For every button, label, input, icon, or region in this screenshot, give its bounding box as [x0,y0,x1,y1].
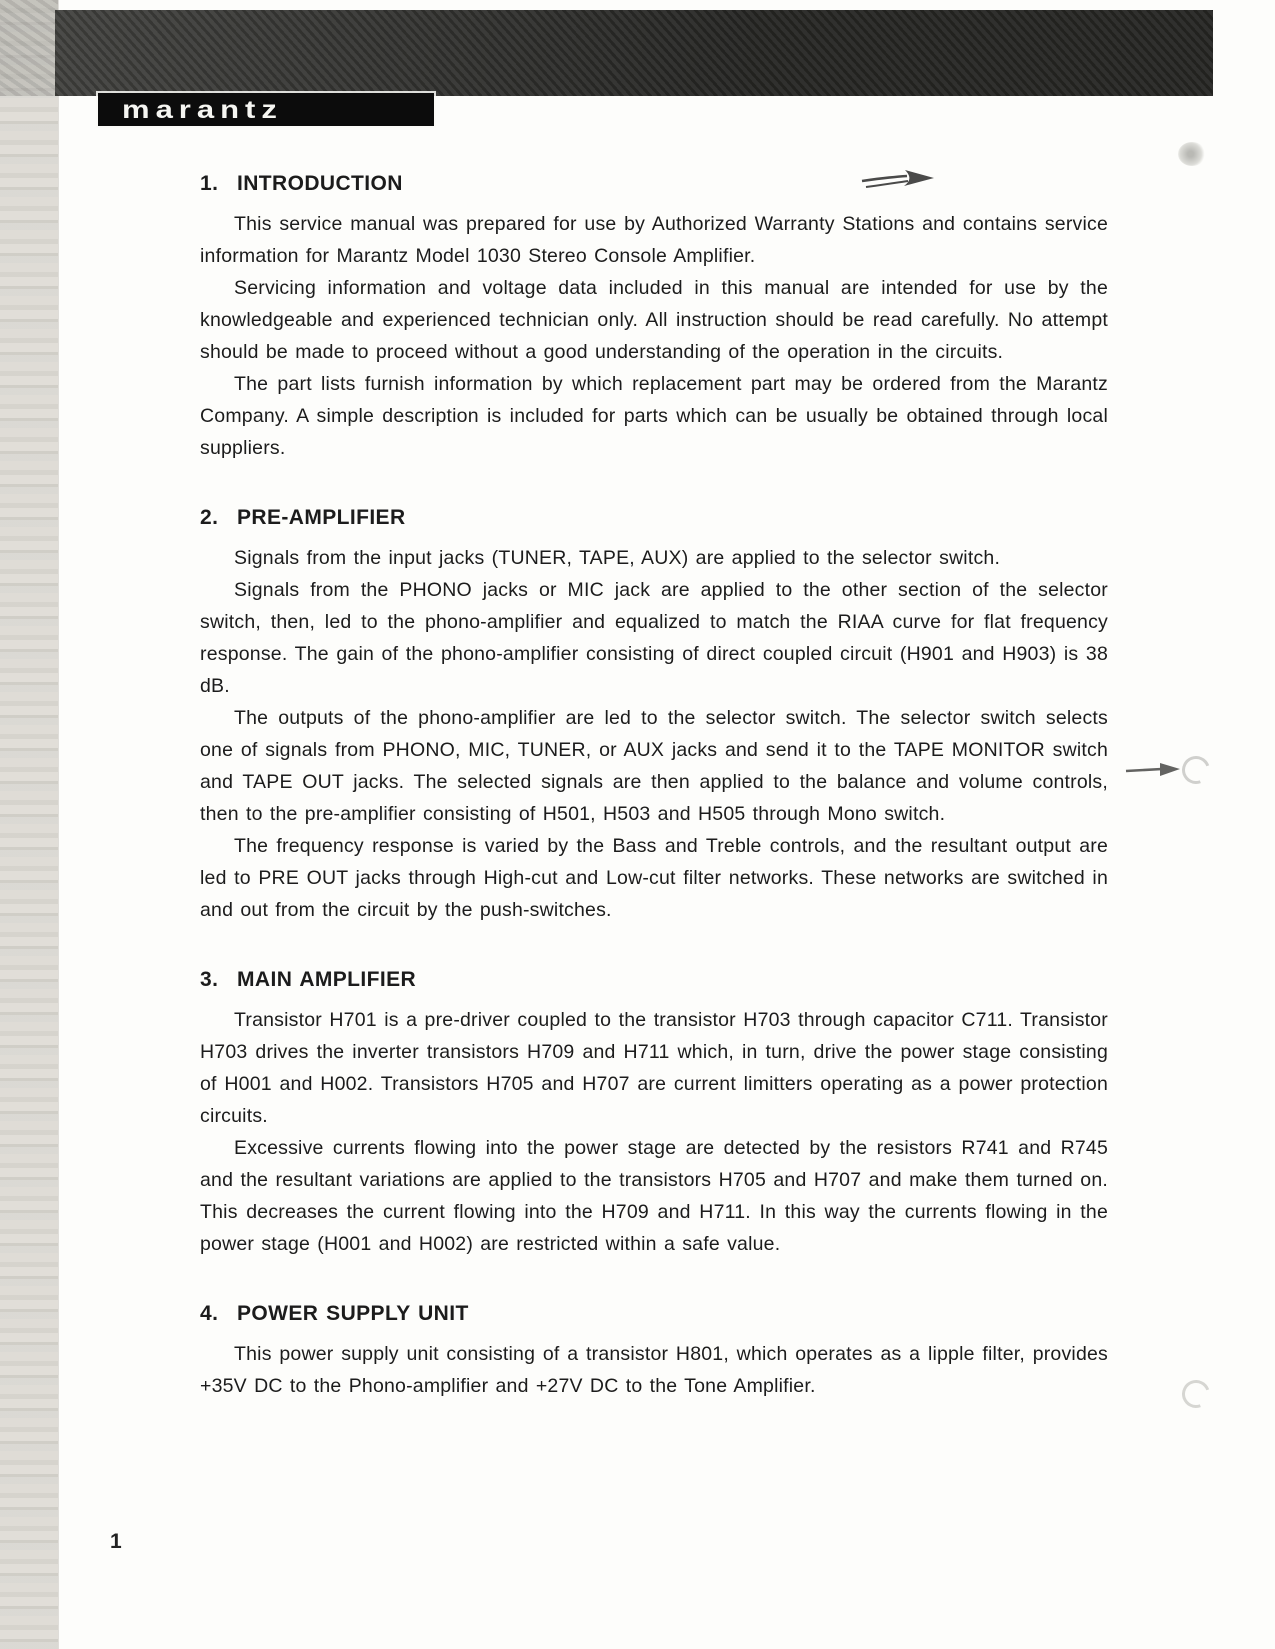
section-number: 1. [200,172,219,195]
paragraph: Signals from the PHONO jacks or MIC jack are applied to the other section of the selector switch, then, led to the phono-amplifier and equalized to match the RIAA curve for flat frequency response. The gain of the phono-amplifier consisting of direct coupled circuit (H901 and H903) is 38 dB. [200,579,1108,697]
marantz-logo-text: marantz [122,94,283,124]
paragraph: The frequency response is varied by the Bass and Treble controls, and the resultant output are led to PRE OUT jacks through High-cut and Low-cut filter networks. These networks are switched in and out from the circuit by the push-switches. [200,835,1108,921]
scan-ring-mark [1177,751,1214,788]
section-heading [200,1298,1108,1330]
section-main-amplifier [200,964,1108,1260]
hand-drawn-arrow-icon [1124,762,1182,778]
marantz-logo [98,93,434,126]
paragraph: The part lists furnish information by which replacement part may be ordered from the Marantz Company. A simple description is included for parts which can be usually be obtained through local suppliers. [200,373,1108,459]
scan-ring-mark [1177,1375,1214,1412]
paragraph: This service manual was prepared for use by Authorized Warranty Stations and contains service information for Marantz Model 1030 Stereo Console Amplifier. [200,213,1108,267]
section-number: 2. [200,506,219,529]
section-title: MAIN AMPLIFIER [237,968,417,991]
section-title: INTRODUCTION [237,172,403,195]
section-heading [200,168,1108,200]
paragraph: The outputs of the phono-amplifier are led to the selector switch. The selector switch selects one of signals from PHONO, MIC, TUNER, or AUX jacks and send it to the TAPE MONITOR switch and TAPE OUT jacks. The selected signals are then applied to the balance and volume controls, then to the pre-amplifier consisting of H501, H503 and H505 through Mono switch. [200,707,1108,825]
paragraph: Signals from the input jacks (TUNER, TAPE, AUX) are applied to the selector switch. [234,547,1001,569]
paragraph: Excessive currents flowing into the power stage are detected by the resistors R741 and R745 and the resultant variations are applied to the transistors H705 and H707 and make them turned on. This decreases the current flowing into the H709 and H711. In this way the currents flowing in the power stage (H001 and H002) are restricted within a safe value. [200,1137,1108,1255]
section-power-supply-unit [200,1298,1108,1402]
document-content [200,168,1108,1402]
scan-noise-corner [0,0,58,96]
scan-noise-strip [0,0,59,1649]
paragraph: Servicing information and voltage data included in this manual are intended for use by the knowledgeable and experienced technician only. All instruction should be read carefully. No attempt should be made to proceed without a good understanding of the operation in the circuits. [200,277,1108,363]
section-heading [200,964,1108,996]
section-introduction [200,168,1108,464]
paragraph: This power supply unit consisting of a transistor H801, which operates as a lipple filter, provides +35V DC to the Phono-amplifier and +27V DC to the Tone Amplifier. [200,1343,1108,1397]
section-heading [200,502,1108,534]
section-number: 3. [200,968,219,991]
section-pre-amplifier [200,502,1108,926]
section-title: PRE-AMPLIFIER [237,506,406,529]
section-title: POWER SUPPLY UNIT [237,1302,469,1325]
paragraph: Transistor H701 is a pre-driver coupled to the transistor H703 through capacitor C711. Transistor H703 drives the inverter transistors H709 and H711 which, in turn, drive the power stage consisting of H001 and H002. Transistors H705 and H707 are current limitters operating as a power protection circuits. [200,1009,1108,1127]
page-number: 1 [110,1530,122,1553]
scan-smudge [1178,142,1206,166]
section-number: 4. [200,1302,219,1325]
top-banner [55,10,1213,96]
